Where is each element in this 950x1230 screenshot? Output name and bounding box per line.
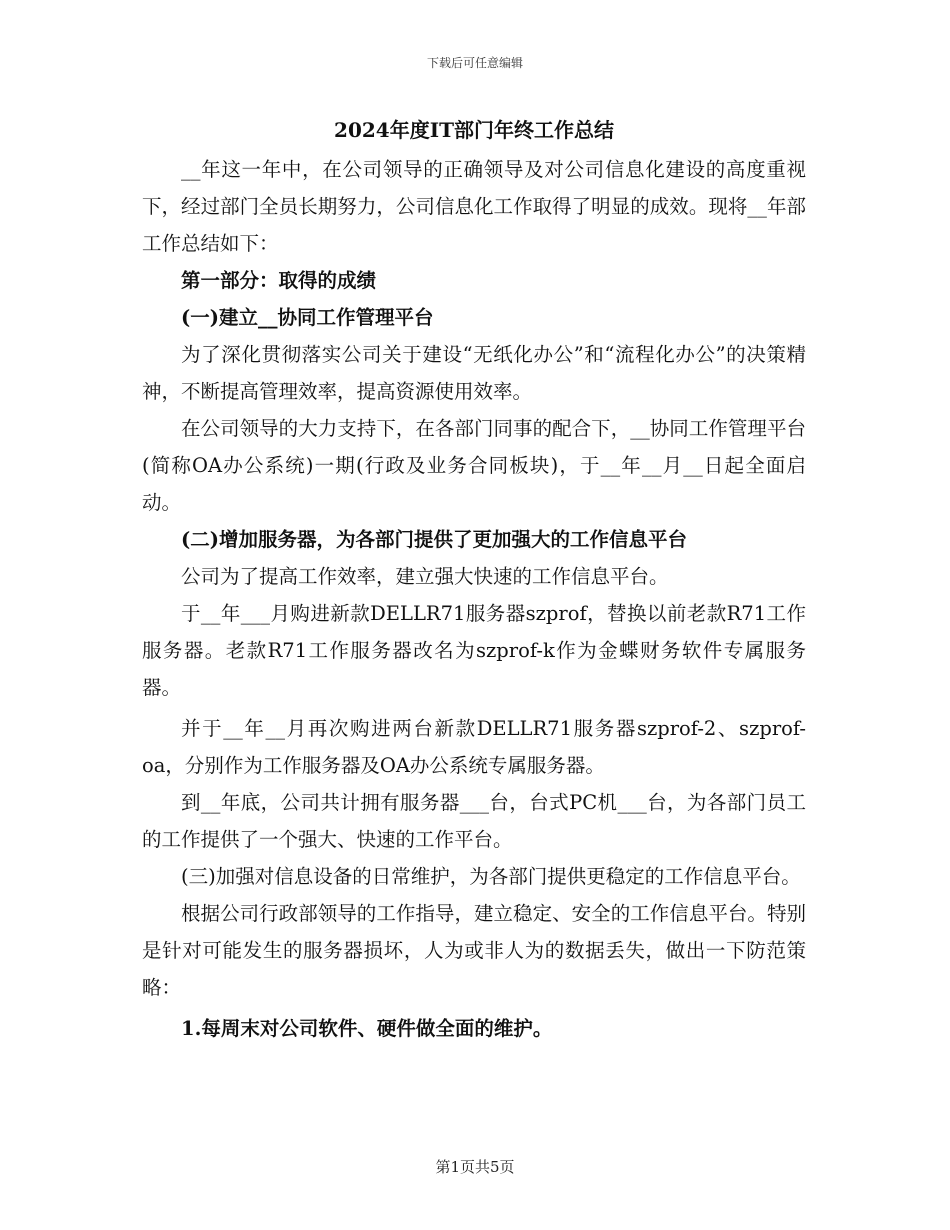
- section2-paragraph-1: 公司为了提高工作效率，建立强大快速的工作信息平台。: [181, 565, 669, 588]
- section3-paragraph-1: 根据公司行政部领导的工作指导，建立稳定、安全的工作信息平台。特别是针对可能发生的服务器损坏，人为或非人为的数据丢失，做出一下防范策略：: [142, 902, 806, 999]
- section2-heading: (二)增加服务器，为各部门提供了更加强大的工作信息平台: [181, 528, 687, 551]
- item1-heading: 1.每周末对公司软件、硬件做全面的维护。: [181, 1017, 553, 1040]
- part1-heading: 第一部分：取得的成绩: [181, 269, 377, 292]
- intro-paragraph: __年这一年中，在公司领导的正确领导及对公司信息化建设的高度重视下，经过部门全员长期努力，公司信息化工作取得了明显的成效。现将__年部工作总结如下：: [142, 158, 806, 255]
- section1-paragraph-2: 在公司领导的大力支持下，在各部门同事的配合下，__协同工作管理平台(简称OA办公系统)一期(行政及业务合同板块)，于__年__月__日起全面启动。: [142, 417, 806, 514]
- document-body: [142, 112, 806, 1047]
- section2-paragraph-3: 并于__年__月再次购进两台新款DELLR71服务器szprof-2、szprof-oa，分别作为工作服务器及OA办公系统专属服务器。: [142, 717, 806, 777]
- document-title: 2024年度IT部门年终工作总结: [334, 118, 614, 142]
- section1-paragraph-1: 为了深化贯彻落实公司关于建设“无纸化办公”和“流程化办公”的决策精神，不断提高管理效率，提高资源使用效率。: [142, 343, 806, 403]
- page-header-note: 下载后可任意编辑: [426, 56, 523, 70]
- section2-paragraph-2: 于__年___月购进新款DELLR71服务器szprof，替换以前老款R71工作服务器。老款R71工作服务器改名为szprof-k作为金蝶财务软件专属服务器。: [142, 602, 806, 699]
- section1-heading: (一)建立__协同工作管理平台: [181, 306, 434, 329]
- section2-paragraph-4: 到__年底，公司共计拥有服务器___台，台式PC机___台，为各部门员工的工作提供了一个强大、快速的工作平台。: [142, 791, 806, 851]
- page-footer-number: 第1页共5页: [435, 1158, 515, 1176]
- section3-heading: (三)加强对信息设备的日常维护，为各部门提供更稳定的工作信息平台。: [181, 865, 801, 888]
